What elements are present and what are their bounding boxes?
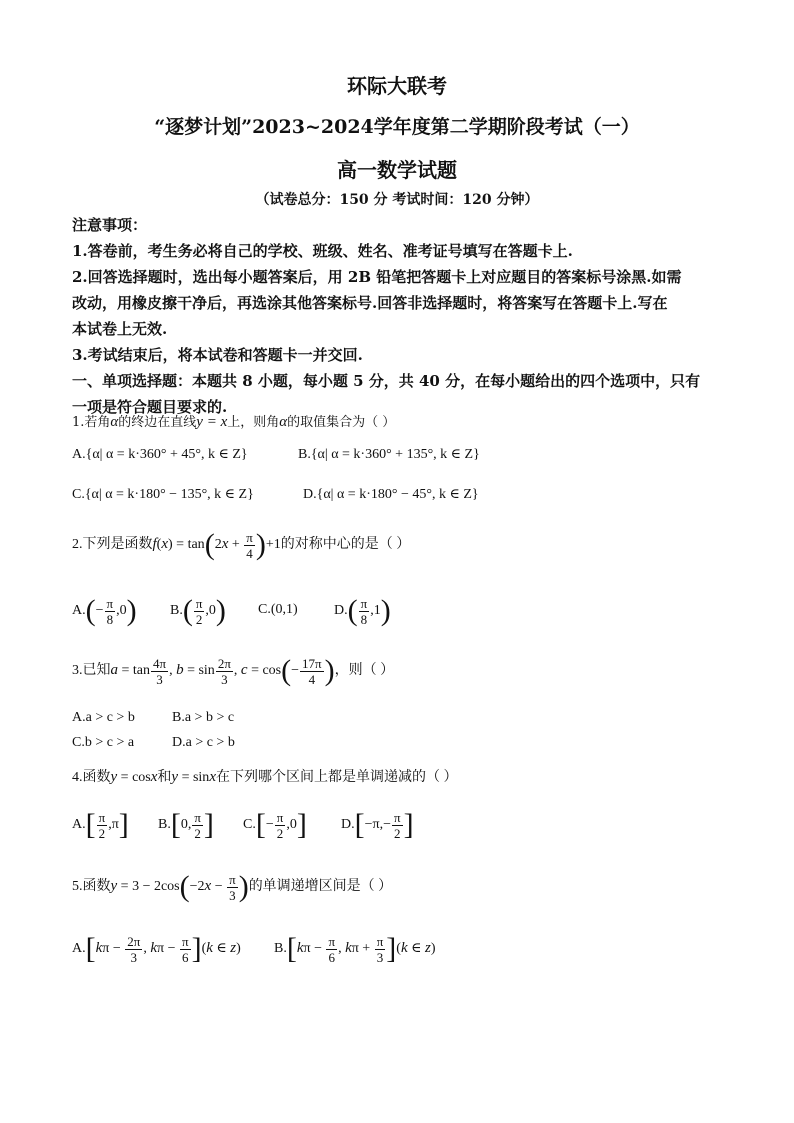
q1-option-c[interactable]: C.{α| α = k·180° − 135°, k ∈ Z}	[72, 487, 254, 502]
section-heading: 一、单项选择题：本题共 8 小题，每小题 5 分，共 40 分，在每小题给出的四个选项中，只有	[72, 372, 701, 390]
q5-option-b[interactable]: B.[kπ − $\frac{\pi}{6}$ , kπ + $\frac{\pi}{3}$ ](k ∈ z)	[274, 932, 436, 965]
q3-option-b[interactable]: B.a > b > c	[172, 710, 235, 725]
notice-item: 改动，用橡皮擦干净后，再选涂其他答案标号.回答非选择题时，将答案写在答题卡上.写在	[72, 294, 668, 312]
q1-option-b[interactable]: B.{α| α = k·360° + 135°, k ∈ Z}	[298, 447, 480, 462]
q2-option-c[interactable]: C.(0,1)	[258, 602, 298, 617]
q4-option-a[interactable]: A.[ $\frac{\pi}{2}$ ,π]	[72, 808, 129, 841]
notice-title: 注意事项：	[72, 216, 148, 234]
question-1: 1.若角α的终边在直线y = x上，则角α的取值集合为（ ）	[72, 414, 396, 430]
q3-option-d[interactable]: D.a > c > b	[172, 735, 235, 750]
question-4: 4.函数y = cosx和y = sinx在下列哪个区间上都是单调递减的（ ）	[72, 769, 458, 785]
question-3: 3.已知a = tan $\frac{4\pi}{3}$ , b = sin $\frac{2\pi}{3}$ , c = cos(− $\frac{17\pi}{4}$ )，则（ ）	[72, 654, 395, 687]
exam-name-title: “逐梦计划”2023~2024学年度第二学期阶段考试（一）	[154, 116, 640, 138]
notice-item: 1.答卷前，考生务必将自己的学校、班级、姓名、准考证号填写在答题卡上.	[72, 242, 573, 260]
q3-option-c[interactable]: C.b > c > a	[72, 735, 135, 750]
notice-item: 2.回答选择题时，选出每小题答案后，用 2B 铅笔把答题卡上对应题目的答案标号涂黑.如需	[72, 268, 682, 286]
section-heading-cont: 一项是符合题目要求的.	[72, 398, 228, 416]
q3-option-a[interactable]: A.a > c > b	[72, 710, 135, 725]
q4-option-d[interactable]: D.[−π,− $\frac{\pi}{2}$ ]	[341, 808, 414, 841]
q4-option-c[interactable]: C.[− $\frac{\pi}{2}$ ,0]	[243, 808, 307, 841]
subject-title: 高一数学试题	[337, 158, 457, 182]
notice-section	[72, 212, 722, 420]
q5-option-a[interactable]: A.[kπ − $\frac{2\pi}{3}$ , kπ − $\frac{\pi}{6}$ ](k ∈ z)	[72, 932, 241, 965]
q2-option-d[interactable]: D.( $\frac{\pi}{8}$ ,1)	[334, 594, 391, 627]
exam-org-title: 环际大联考	[347, 74, 447, 98]
notice-item: 3.考试结束后，将本试卷和答题卡一并交回.	[72, 346, 363, 364]
question-5: 5.函数y = 3 − 2cos(−2x − $\frac{\pi}{3}$ )的单调递增区间是（ ）	[72, 870, 393, 903]
notice-item: 本试卷上无效.	[72, 320, 168, 338]
question-2: 2.下列是函数f(x) = tan(2x + $\frac{\pi}{4}$ )+1的对称中心的是（ ）	[72, 528, 411, 561]
q2-option-a[interactable]: A.(− $\frac{\pi}{8}$ ,0)	[72, 594, 137, 627]
q4-option-b[interactable]: B.[0, $\frac{\pi}{2}$ ]	[158, 808, 214, 841]
exam-info: （试卷总分：150 分 考试时间：120 分钟）	[255, 192, 539, 208]
q1-option-a[interactable]: A.{α| α = k·360° + 45°, k ∈ Z}	[72, 447, 248, 462]
q2-option-b[interactable]: B.( $\frac{\pi}{2}$ ,0)	[170, 594, 226, 627]
q1-option-d[interactable]: D.{α| α = k·180° − 45°, k ∈ Z}	[303, 487, 479, 502]
